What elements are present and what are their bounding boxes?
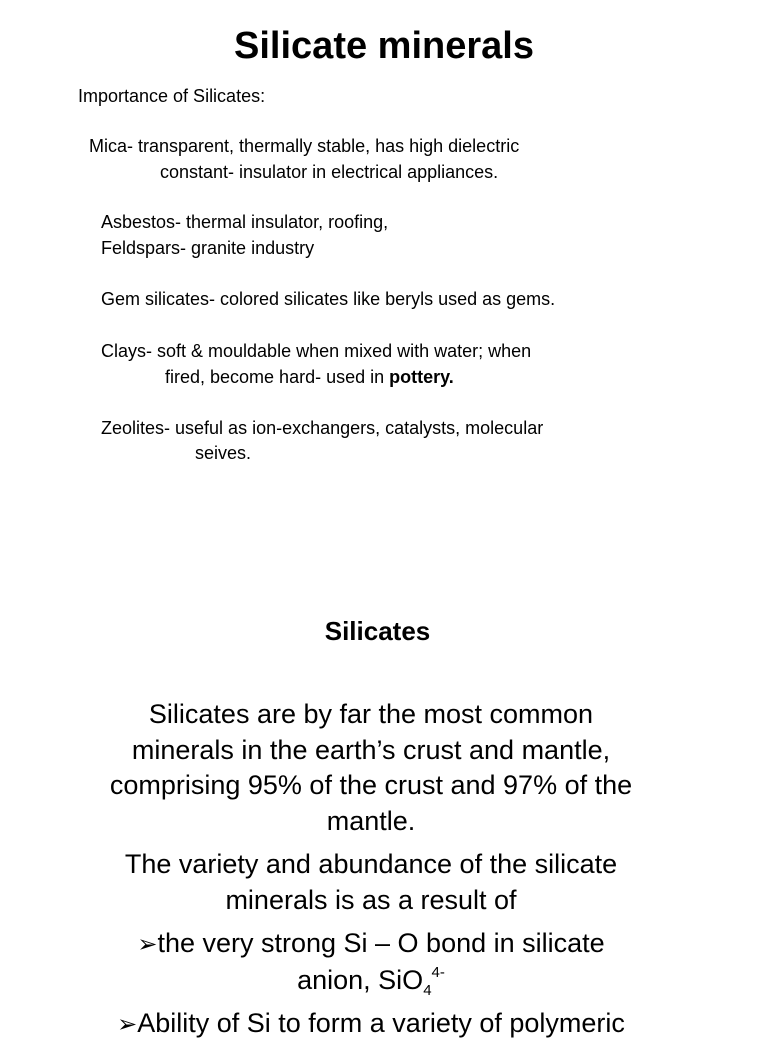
- feldspars-item: Feldspars- granite industry: [101, 238, 315, 258]
- page-title: Silicate minerals: [234, 25, 534, 67]
- intro-paragraph: [0, 697, 742, 839]
- subscript: 4: [423, 981, 432, 999]
- intro-line-1: Silicates are by far the most common: [148, 699, 594, 729]
- bullet-item: [0, 1006, 742, 1043]
- superscript: 4-: [431, 963, 445, 981]
- bullet-line-1: [0, 926, 742, 963]
- variety-line-1: The variety and abundance of the silicate: [124, 849, 618, 879]
- arrow-bullet-icon: ➢: [137, 931, 158, 958]
- zeolites-line-1: Zeolites- useful as ion-exchangers, catalysts, molecular: [101, 418, 544, 438]
- clays-line-2: [165, 366, 454, 388]
- pottery-bold-text: pottery.: [389, 367, 454, 387]
- mica-line-2: constant- insulator in electrical appliances.: [160, 162, 499, 182]
- intro-line-3: comprising 95% of the crust and 97% of the: [109, 770, 633, 800]
- section-heading: Importance of Silicates:: [78, 86, 266, 106]
- clays-line-1: Clays- soft & mouldable when mixed with water; when: [101, 341, 532, 361]
- zeolites-line-2: seives.: [195, 443, 252, 463]
- bullet-line-1: [0, 1006, 742, 1043]
- bullet-line-2: [0, 963, 742, 999]
- variety-paragraph: [0, 847, 742, 918]
- bullet-line-1-text: the very strong Si – O bond in silicate: [157, 928, 605, 958]
- intro-line-4: mantle.: [326, 805, 416, 836]
- bullet-line-2-text: anion, SiO: [297, 964, 424, 995]
- mica-line-1: Mica- transparent, thermally stable, has high dielectric: [89, 136, 520, 156]
- gem-silicates-item: Gem silicates- colored silicates like beryls used as gems.: [101, 289, 556, 309]
- intro-line-2: minerals in the earth’s crust and mantle,: [131, 734, 611, 765]
- clays-line-2-text: fired, become hard- used in: [165, 367, 390, 387]
- variety-line-2: minerals is as a result of: [225, 884, 517, 915]
- asbestos-item: Asbestos- thermal insulator, roofing,: [101, 212, 389, 232]
- section-title: Silicates: [324, 616, 431, 646]
- arrow-bullet-icon: ➢: [117, 1011, 138, 1038]
- bullet-item: [0, 926, 742, 998]
- bullet-2-text: Ability of Si to form a variety of polymeric: [137, 1008, 625, 1038]
